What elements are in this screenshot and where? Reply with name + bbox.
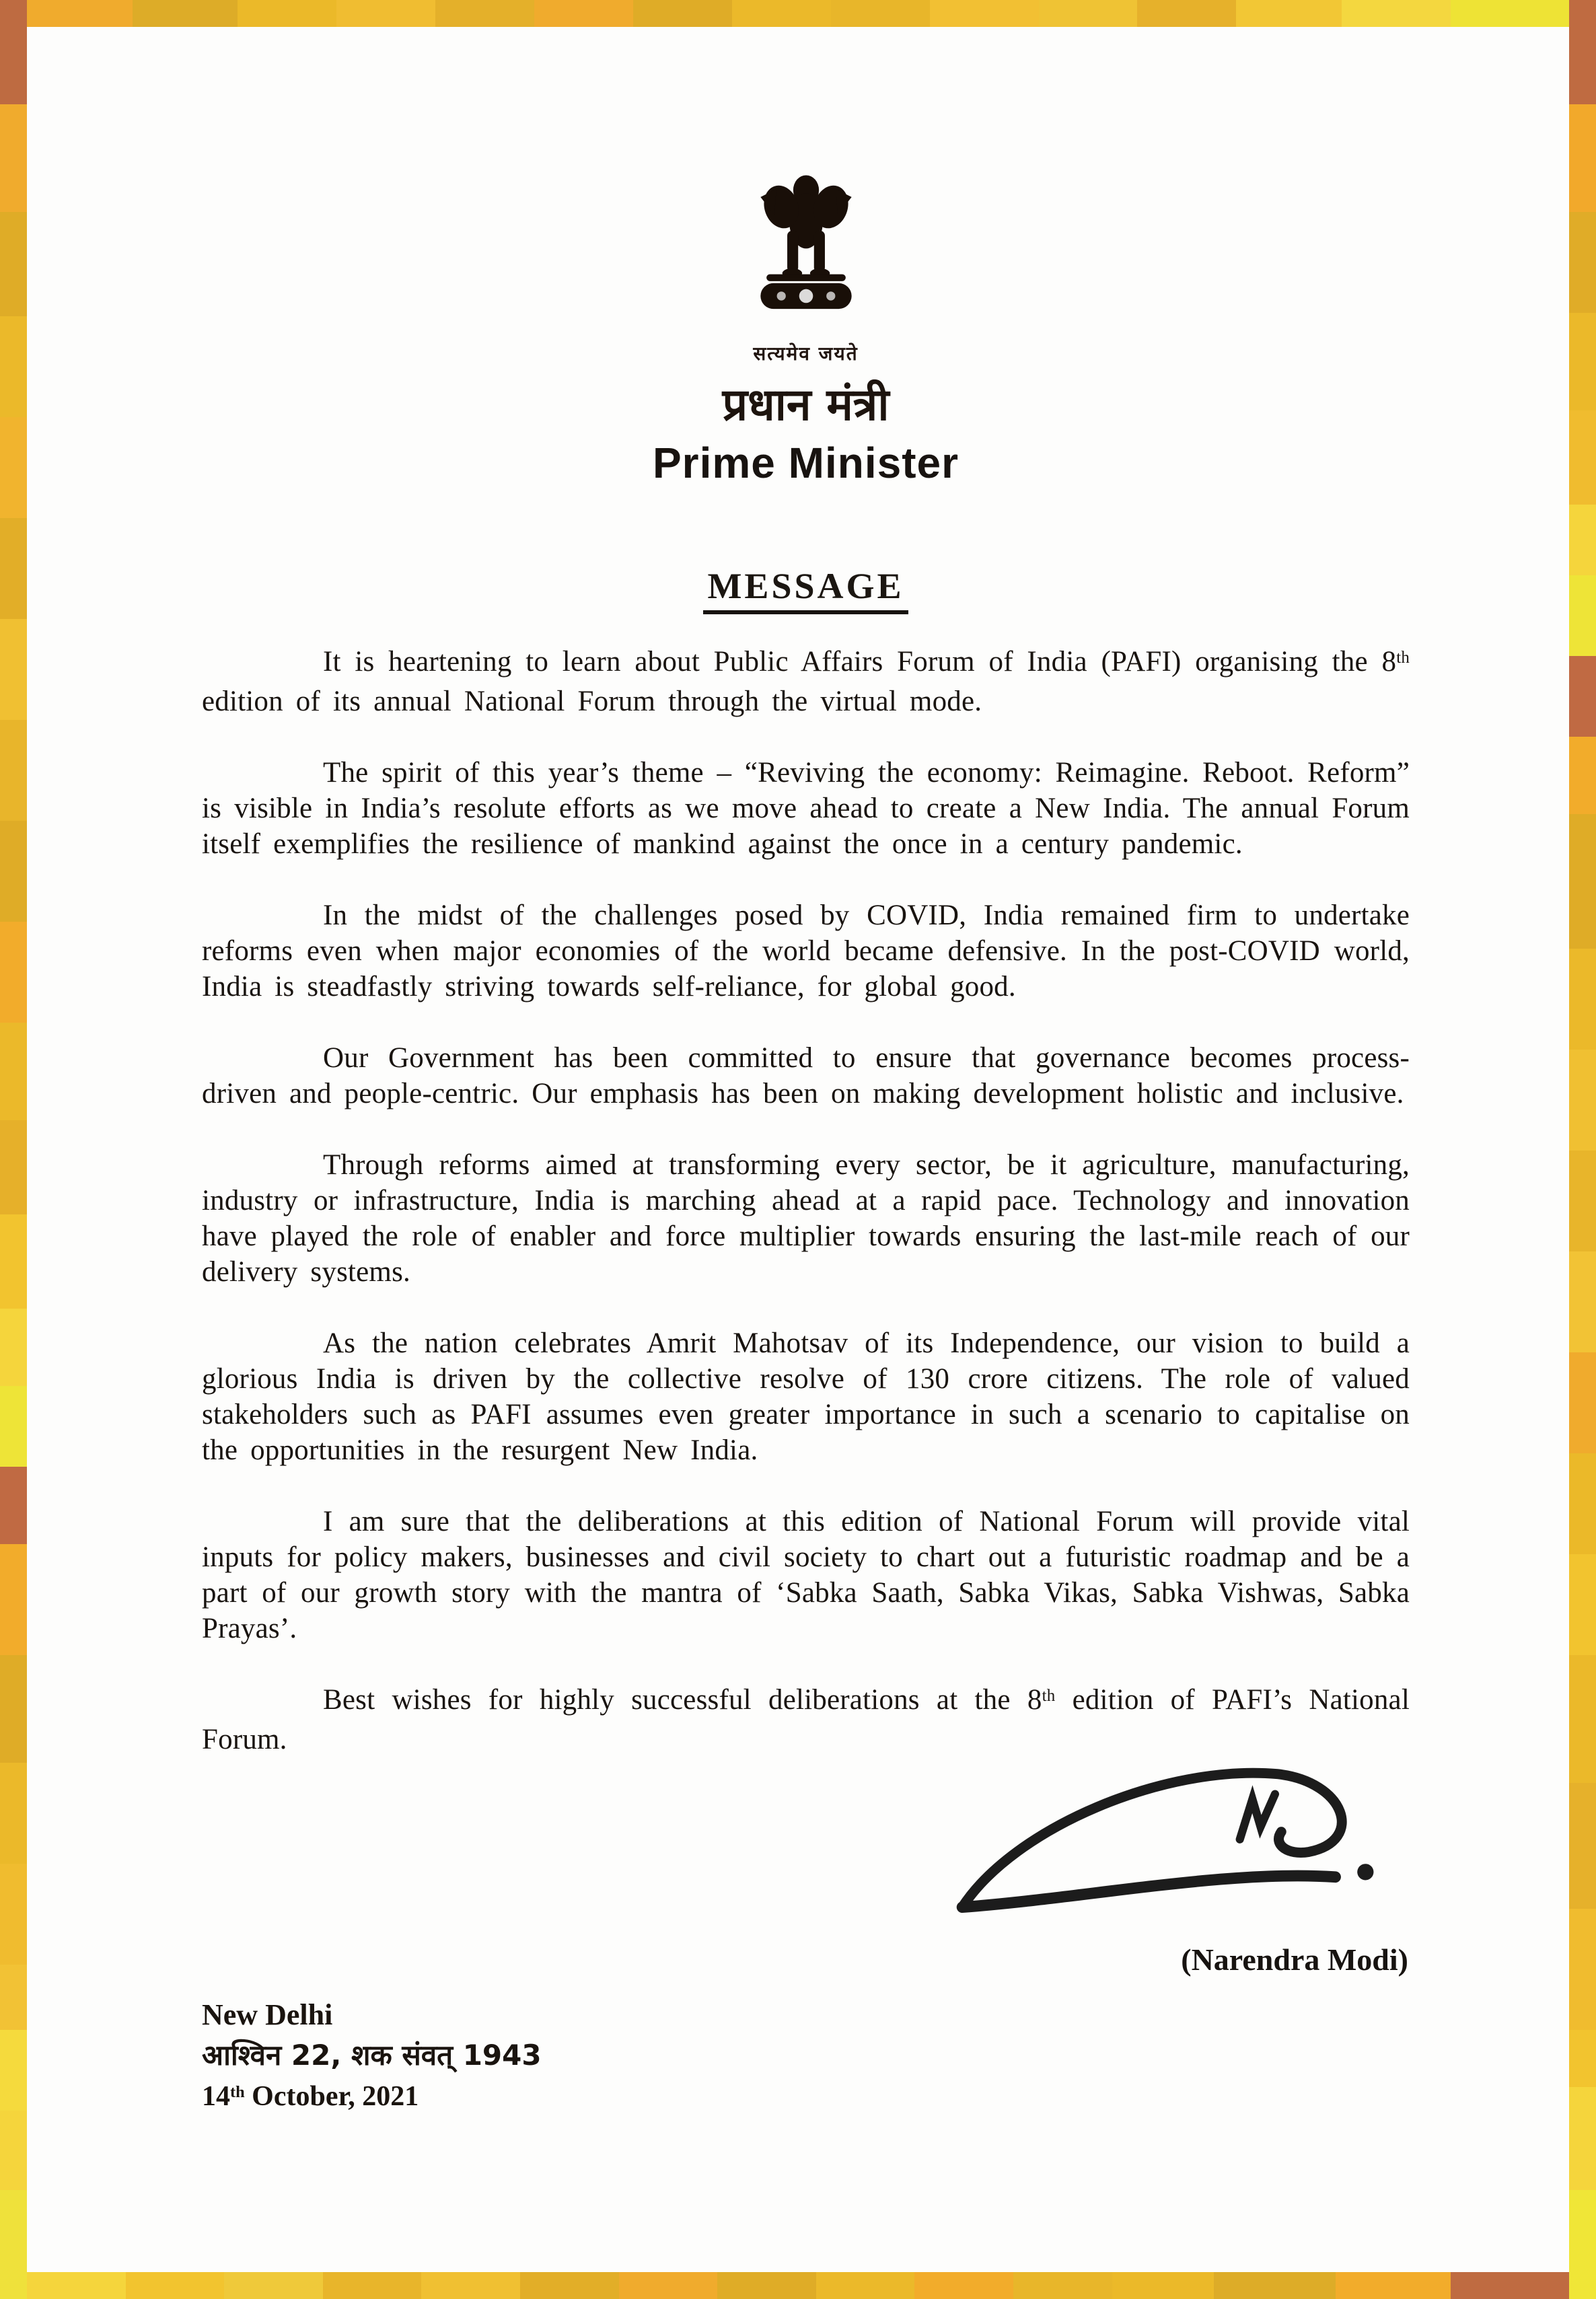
border-segment bbox=[1569, 410, 1596, 505]
border-segment bbox=[27, 0, 133, 27]
border-segment bbox=[0, 0, 27, 104]
border-segment bbox=[1569, 737, 1596, 814]
border-segment bbox=[831, 0, 930, 27]
border-segment bbox=[0, 1763, 27, 1864]
border-segment bbox=[1569, 1909, 1596, 2030]
border-segment bbox=[619, 2272, 718, 2299]
message-heading bbox=[202, 567, 1410, 614]
border-segment bbox=[1569, 2030, 1596, 2087]
border-segment bbox=[1569, 2190, 1596, 2299]
border-segment bbox=[0, 1120, 27, 1214]
letterhead bbox=[202, 0, 1410, 487]
footer-date-english: 14th October, 2021 bbox=[202, 2081, 419, 2112]
border-segment bbox=[1569, 1554, 1596, 1655]
border-segment bbox=[816, 2272, 915, 2299]
border-segment bbox=[0, 821, 27, 922]
border-segment bbox=[0, 619, 27, 720]
border-segment bbox=[0, 1309, 27, 1386]
title-hindi: प्रधान मंत्री bbox=[722, 379, 890, 431]
border-segment bbox=[1336, 2272, 1451, 2299]
border-segment bbox=[914, 2272, 1013, 2299]
border-segment bbox=[717, 2272, 816, 2299]
border-segment bbox=[0, 316, 27, 417]
border-segment bbox=[1342, 0, 1451, 27]
border-segment bbox=[1569, 949, 1596, 1050]
border-top-strip bbox=[27, 0, 1569, 27]
border-segment bbox=[0, 1386, 27, 1467]
footer-place: New Delhi bbox=[202, 1998, 333, 2031]
border-segment bbox=[1569, 1655, 1596, 1783]
border-segment bbox=[732, 0, 831, 27]
border-segment bbox=[126, 2272, 225, 2299]
paragraph-3: In the midst of the challenges posed by COVID, India remained firm to undertake reforms even when major economies of the world became defensive. In the post-COVID world, India is steadfastly striving towards self-reliance, for global good. bbox=[202, 900, 1410, 1002]
border-right-strip bbox=[1569, 0, 1596, 2299]
message-heading-text: MESSAGE bbox=[703, 567, 908, 614]
footer-date-hindi: आश्विन 22, शक संवत् 1943 bbox=[202, 2039, 542, 2072]
border-segment bbox=[0, 1655, 27, 1763]
message-body bbox=[202, 644, 1410, 1757]
paragraph-1: It is heartening to learn about Public Affairs Forum of India (PAFI) organising the 8th edition of its annual National Forum through the virtual mode. bbox=[202, 646, 1410, 717]
signature-image bbox=[909, 1753, 1414, 1941]
border-segment bbox=[421, 2272, 520, 2299]
border-segment bbox=[1013, 2272, 1112, 2299]
border-segment bbox=[27, 2272, 126, 2299]
dateline bbox=[202, 1996, 1410, 2120]
border-segment bbox=[1569, 814, 1596, 949]
border-segment bbox=[0, 1214, 27, 1309]
border-segment bbox=[1569, 104, 1596, 212]
border-segment bbox=[336, 0, 435, 27]
paragraph-6: As the nation celebrates Amrit Mahotsav of its Independence, our vision to build a glorious India is driven by the collective resolve of 130 crore citizens. The role of valued stakeholders such as PAFI assumes even greater importance in such a scenario to capitalise on the opportunities in the resurgent New India. bbox=[202, 1327, 1410, 1466]
emblem-motto: सत्यमेव जयते bbox=[753, 342, 859, 365]
border-segment bbox=[1214, 2272, 1336, 2299]
border-segment bbox=[323, 2272, 422, 2299]
border-segment bbox=[1112, 2272, 1214, 2299]
border-segment bbox=[520, 2272, 619, 2299]
border-segment bbox=[1569, 1251, 1596, 1352]
border-segment bbox=[0, 1467, 27, 1544]
border-segment bbox=[0, 1864, 27, 1965]
border-segment bbox=[1569, 1050, 1596, 1151]
border-segment bbox=[0, 104, 27, 212]
border-segment bbox=[534, 0, 633, 27]
border-segment bbox=[1236, 0, 1342, 27]
border-segment bbox=[0, 2190, 27, 2299]
border-segment bbox=[1569, 1352, 1596, 1453]
paragraph-5: Through reforms aimed at transforming every sector, be it agriculture, manufacturing, industry or infrastructure, India is marching ahead at a rapid pace. Technology and innovation have played the role of enabler and force multiplier towards ensuring the last-mile reach of our delivery systems. bbox=[202, 1149, 1410, 1288]
letter-content bbox=[202, 0, 1410, 2120]
paragraph-8: Best wishes for highly successful deliberations at the 8th edition of PAFI’s National Forum. bbox=[202, 1684, 1410, 1755]
border-segment bbox=[0, 2030, 27, 2111]
border-segment bbox=[1569, 2087, 1596, 2190]
border-segment bbox=[1137, 0, 1236, 27]
signature-name: (Narendra Modi) bbox=[1181, 1942, 1408, 1977]
border-segment bbox=[0, 1023, 27, 1120]
border-segment bbox=[1451, 2272, 1569, 2299]
signature-block bbox=[202, 1753, 1410, 1941]
border-segment bbox=[0, 720, 27, 821]
border-segment bbox=[1569, 656, 1596, 737]
border-segment bbox=[435, 0, 534, 27]
border-segment bbox=[1569, 0, 1596, 104]
border-segment bbox=[238, 0, 336, 27]
border-segment bbox=[133, 0, 238, 27]
border-left-strip bbox=[0, 0, 27, 2299]
border-segment bbox=[1569, 1151, 1596, 1251]
border-segment bbox=[1569, 1783, 1596, 1909]
title-english: Prime Minister bbox=[652, 439, 959, 487]
national-emblem-icon bbox=[737, 149, 875, 338]
border-segment bbox=[1569, 505, 1596, 575]
border-segment bbox=[1569, 575, 1596, 656]
border-segment bbox=[1569, 212, 1596, 313]
border-segment bbox=[0, 417, 27, 518]
border-segment bbox=[633, 0, 732, 27]
border-segment bbox=[0, 922, 27, 1023]
border-segment bbox=[1569, 313, 1596, 410]
border-segment bbox=[930, 0, 1039, 27]
border-segment bbox=[1451, 0, 1569, 27]
border-segment bbox=[0, 1965, 27, 2030]
border-segment bbox=[1039, 0, 1138, 27]
border-segment bbox=[0, 2111, 27, 2190]
border-segment bbox=[0, 212, 27, 316]
border-segment bbox=[224, 2272, 323, 2299]
paragraph-7: I am sure that the deliberations at this edition of National Forum will provide vital inputs for policy makers, businesses and civil society to chart out a futuristic roadmap and be a part of our growth story with the mantra of ‘Sabka Saath, Sabka Vikas, Sabka Vishwas, Sabka Prayas’. bbox=[202, 1506, 1410, 1644]
border-segment bbox=[0, 518, 27, 619]
border-segment bbox=[0, 1544, 27, 1655]
border-bottom-strip bbox=[27, 2272, 1569, 2299]
paragraph-4: Our Government has been committed to ensure that governance becomes process-driven and people-centric. Our emphasis has been on making development holistic and inclusive. bbox=[202, 1042, 1410, 1109]
border-segment bbox=[1569, 1453, 1596, 1554]
paragraph-2: The spirit of this year’s theme – “Reviving the economy: Reimagine. Reboot. Reform” is visible in India’s resolute efforts as we move ahead to create a New India. The annual Forum itself exemplifies the resilience of mankind against the once in a century pandemic. bbox=[202, 757, 1410, 860]
